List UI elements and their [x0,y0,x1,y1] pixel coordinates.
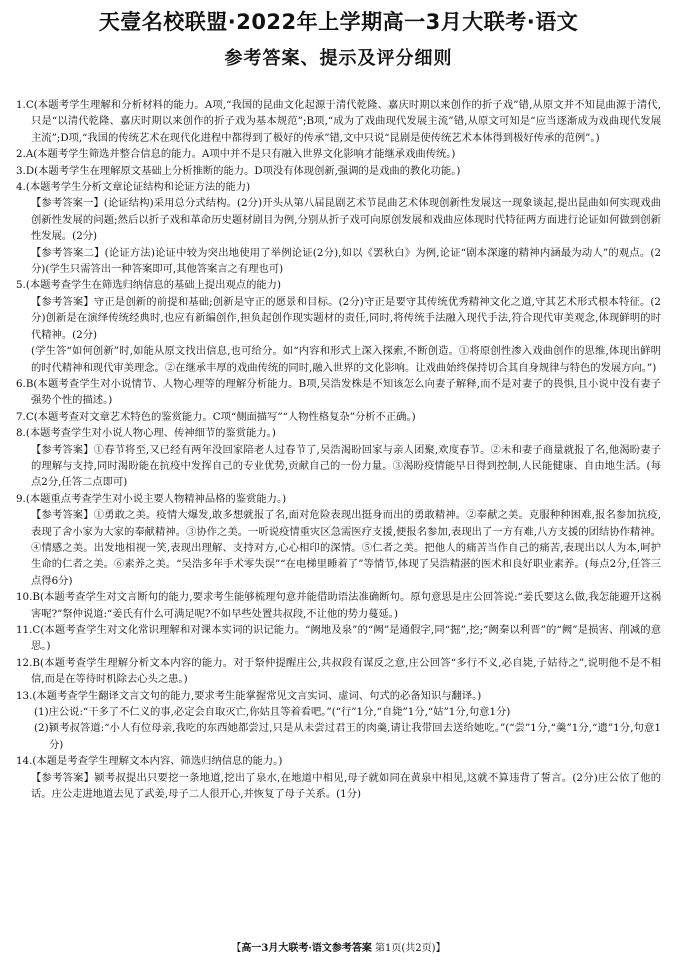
answer-14: 14.(本题是考查学生理解文本内容、筛选归纳信息的能力。) [16,755,283,768]
answer-2: 2.A(本题考学生筛选并整合信息的能力。A项中并不是只有融入世界文化影响才能继承戏曲传统。) [16,148,456,161]
answer-8: 8.(本题考查学生对小说人物心理、传神细节的鉴赏能力。) [16,427,276,440]
answer-9: 9.(本题重点考查学生对小说主要人物精神品格的鉴赏能力。) [16,492,287,505]
answer-9-ref: 【参考答案】①勇敢之美。疫情大爆发,敢多想就报了名,面对危险表现出挺身而出的勇敢精神。②奉献之美。克服种种困难,报名参加抗疫,表现了舍小家为大家的奉献精神。③协作之美。一听说疫情重灾区急需医疗支援,便报名参加,表现出了一方有难,八方支援的团结协作精神。④情感之美。出发地相视一笑,表现出理解、支持对方,心心相印的深情。⑤仁者之美。把他人的痛苦当作自己的痛苦,表现出以人为本,呵护生命的仁者之美。⑥素养之美。“吴浩多年手术零失误”“在电梯里睡着了”等情节,体现了吴浩精湛的医术和良好职业素养。(每点2分,任答三点得6分) [31,509,661,587]
answer-content [16,97,661,802]
footer-bracket-left: 【 [231,943,242,954]
answer-11: 11.C(本题考查学生对文化常识理解和对课本实词的识记能力。“阙地及泉”的“阙”是通假字,同“掘”,挖;“阙秦以利晋”的“阙”是损害、削减的意思。) [16,624,661,653]
answer-5-note: (学生答“如何创新”时,如能从原文找出信息,也可给分。如“内容和形式上深入探索,不断创造。①将原创性渗入戏曲创作的思维,体现出鲜明的时代精神和现代审美理念。②在继承丰厚的戏曲传统的同时,融入世界的文化影响。让戏曲始终保持切合其自身规律与特色的发展方向。”) [31,345,661,374]
answer-5: 5.(本题考查学生在筛选归纳信息的基础上提出观点的能力) [16,279,281,292]
answer-14-ref: 【参考答案】颍考叔提出只要挖一条地道,挖出了泉水,在地道中相见,母子就如同在黄泉中相见,这就不算违背了誓言。(2分)庄公依了他的话。庄公走进地道去见了武姜,母子二人很开心,并恢复了母子关系。(1分) [31,771,661,801]
answer-8-ref: 【参考答案】①春节将至,又已经有两年没回家陪老人过春节了,吴浩渴盼回家与亲人团聚,欢度春节。②未和妻子商量就报了名,他渴盼妻子的理解与支持,同时渴盼能在抗疫中发挥自己的专业优势,贡献自己的一份力量。③渴盼疫情能早日得到控制,人民能健康、自由地生活。(每点2分,任答二点即可) [31,443,661,489]
page-title: 天壹名校联盟·2022年上学期高一3月大联考·语文 [98,10,579,34]
answer-13: 13.(本题考查学生翻译文言文句的能力,要求考生能掌握常见文言实词、虚词、句式的必备知识与翻译。) [16,689,482,702]
answer-5-ref: 【参考答案】守正是创新的前提和基础;创新是守正的愿景和目标。(2分)守正是要守其传统优秀精神文化之道,守其艺术形式根本特征。(2分)创新是在演绎传统经典时,也应有新编创作,担负起创作现实题材的责任,同时,将传统手法融入现代手法,符合现代审美观念,体现鲜明的时代精神。(2分) [31,295,661,341]
page-footer [0,939,677,954]
answer-6: 6.B(本题考查学生对小说情节、人物心理等的理解分析能力。B项,吴浩发株是不知该怎么向妻子解释,而不是对妻子的畏惧,且小说中没有妻子强势个性的描述。) [16,377,661,407]
footer-exam-name: 高一3月大联考·语文参考答案 [241,943,372,954]
footer-bracket-right: 】 [435,943,446,954]
answer-4-ref-1: 【参考答案一】(论证结构)采用总分式结构。(2分)开头从第八届昆剧艺术节昆曲艺术体现创新性发展这一现象谈起,提出昆曲如何实现戏曲创新性发展的问题;然后以折子戏和革命历史题材剧目为例,分别从折子戏可向原创发展和戏曲应体现时代特征两方面进行论证如何做到创新性发展。(2分) [31,197,661,243]
answer-1: 1.C(本题考学生理解和分析材料的能力。A项,“我国的昆曲文化起源于清代乾隆、嘉庆时期以来创作的折子戏”错,从原文并不知昆曲源于清代,只是“以清代乾隆、嘉庆时期以来创作的折子戏为基本规范”;B项,“成为了戏曲现代发展主流”错,从原文可知是“应当逐渐成为戏曲现代发展主流”;D项,“我国的传统艺术在现代化进程中都得到了极好的传承”错,文中只说“昆剧是使传统艺术本体得到极好传承的范例”。) [16,99,661,144]
answer-10: 10.B(本题考查学生对文言断句的能力,要求考生能够梳理句意并能借助语法准确断句。原句意思是庄公回答说:“姜氏要这么做,我怎能避开这祸害呢?”祭仲说道:“姜氏有什么可满足呢?不如早些处置共叔段,不让他的势力蔓延。) [16,591,661,620]
answer-7: 7.C(本题考查对文章艺术特色的鉴赏能力。C项“侧面描写”“人物性格复杂”分析不正确。) [16,410,416,423]
answer-13-part-2: (2)颍考叔答道:“小人有位母亲,我吃的东西她都尝过,只是从未尝过君王的肉羹,请让我带回去送给她吃。”(“尝”1分,“羹”1分,“遗”1分,句意1分) [34,722,661,751]
answer-12: 12.B(本题考查学生理解分析文本内容的能力。对于祭仲提醒庄公,共叔段有谋反之意,庄公回答“多行不义,必自毙,子姑待之”,说明他不是不相信,而是在等待时机除去心头之患。) [16,656,661,686]
answer-3: 3.D(本题考学生在理解原文基础上分析推断的能力。D项没有体现创新,强调的是戏曲的教化功能。) [16,164,461,177]
answer-4-ref-2: 【参考答案二】(论证方法)论证中较为突出地使用了举例论证(2分),如以《罢秋白》为例,论证“剧本深邃的精神内涵最为动人”的观点。(2分)(学生只需答出一种答案即可,其他答案言之有理也可) [31,246,661,276]
answer-13-part-1: (1)庄公说:“干多了不仁义的事,必定会自取灭亡,你姑且等着看吧。”(“行”1分,“自毙”1分,“姑”1分,句意1分) [34,706,511,719]
page-subtitle: 参考答案、提示及评分细则 [224,48,453,69]
footer-page-number: 第1页(共2页) [375,943,436,954]
answer-4: 4.(本题考学生分析文章论证结构和论证方法的能力) [16,181,251,194]
